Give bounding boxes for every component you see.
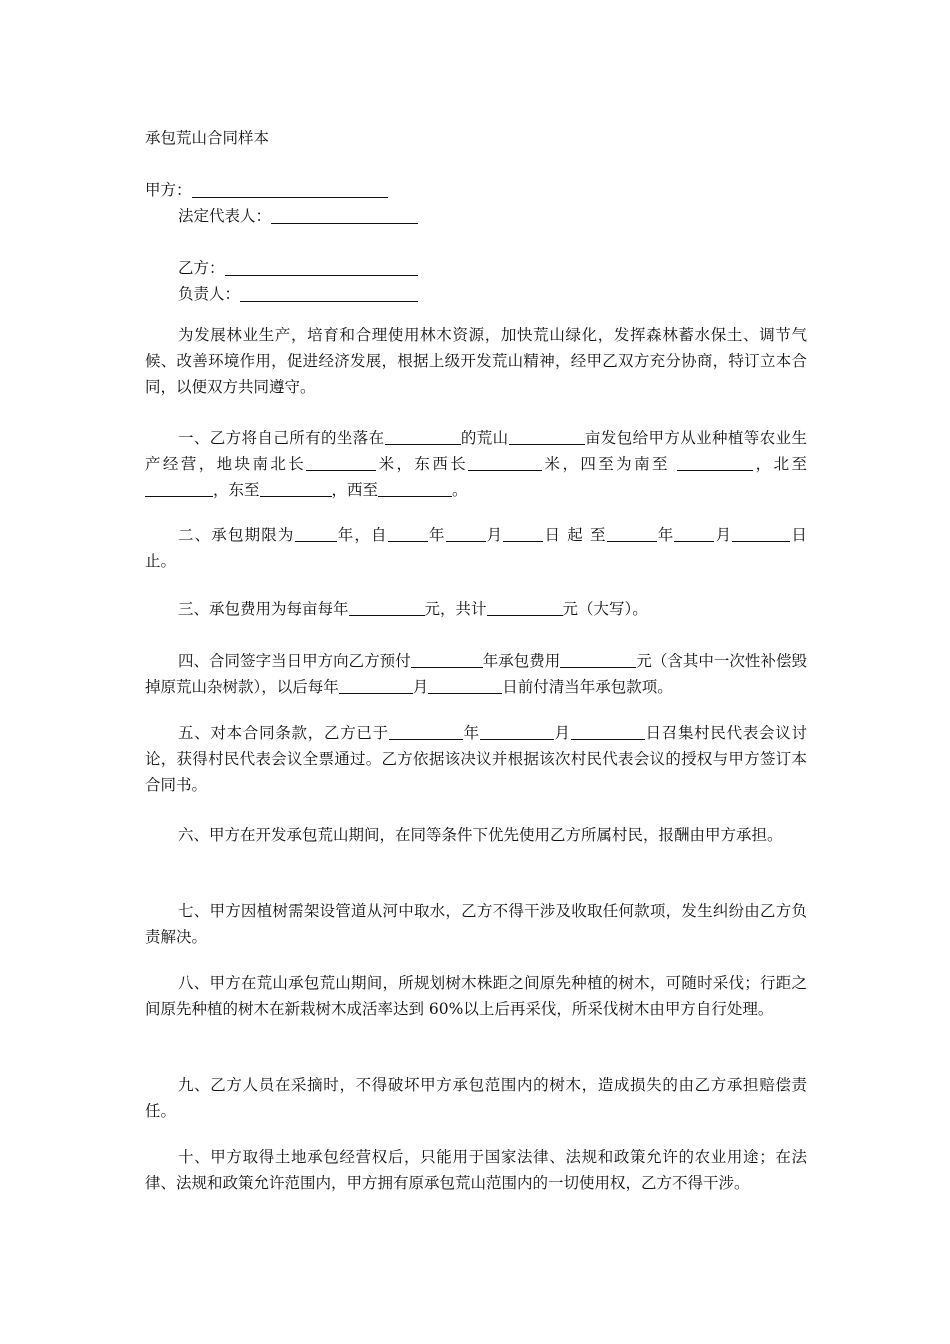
pay-day-blank[interactable] (428, 678, 502, 694)
responsible-line (178, 282, 418, 304)
clause-2-text: 月 (714, 526, 733, 544)
clause-2-text: 二、承包期限为 (178, 526, 295, 544)
clause-1-text: 。 (452, 481, 468, 499)
south-boundary-blank[interactable] (677, 455, 753, 471)
meeting-year-blank[interactable] (389, 724, 463, 740)
intro-paragraph (145, 322, 807, 400)
location-blank[interactable] (385, 429, 461, 445)
clause-1 (145, 425, 807, 503)
clause-2-text: 月 (485, 526, 504, 544)
east-boundary-blank[interactable] (260, 481, 332, 497)
party-b-line (178, 256, 418, 278)
start-year-blank[interactable] (388, 526, 428, 542)
legal-rep-label: 法定代表人： (178, 207, 272, 225)
pay-month-blank[interactable] (339, 678, 413, 694)
clause-1-text: 一、乙方将自己所有的坐落在 (178, 429, 385, 447)
clause-7 (145, 898, 807, 950)
area-blank[interactable] (509, 429, 585, 445)
clause-2 (145, 522, 807, 574)
end-month-blank[interactable] (674, 526, 714, 542)
party-b-label: 乙方： (178, 259, 225, 277)
clause-4-text: 年承包费用 (482, 652, 561, 670)
party-a-line (145, 178, 388, 200)
clause-4-text: 四、合同签字当日甲方向乙方预付 (178, 652, 411, 670)
clause-3-text: 元，共计 (424, 600, 487, 618)
clause-5-text: 日召集村民代表会议讨论，获得村民代表会议全票通过。乙方依据该决议并根据该次村民代表会议的授权与甲方签订本合同书。 (145, 724, 807, 794)
meeting-day-blank[interactable] (571, 724, 645, 740)
term-years-blank[interactable] (295, 526, 337, 542)
clause-8 (145, 970, 807, 1022)
clause-2-text: 年，自 (336, 526, 388, 544)
clause-5-text: 年 (462, 724, 480, 742)
clause-2-text: 日止。 (145, 526, 807, 570)
start-month-blank[interactable] (446, 526, 486, 542)
clause-1-text: ，东至 (213, 481, 260, 499)
clause-2-text: 日 起 至 (543, 526, 607, 544)
west-boundary-blank[interactable] (378, 481, 452, 497)
party-a-label: 甲方： (145, 181, 192, 199)
legal-rep-line (178, 204, 418, 226)
clause-5-text: 五、对本合同条款，乙方已于 (178, 724, 389, 742)
end-year-blank[interactable] (607, 526, 657, 542)
responsible-blank[interactable] (240, 285, 418, 302)
end-day-blank[interactable] (732, 526, 790, 542)
clause-1-text: 的荒山 (460, 429, 509, 447)
start-day-blank[interactable] (503, 526, 543, 542)
clause-1-text: ，西至 (331, 481, 379, 499)
clause-6 (145, 822, 807, 848)
clause-1-text: 米，东西长 (376, 455, 469, 473)
clause-4-text: 日前付清当年承包款项。 (502, 678, 673, 696)
clause-5 (145, 720, 807, 798)
clause-9-text: 九、乙方人员在采摘时，不得破坏甲方承包范围内的树木，造成损失的由乙方承担赔偿责任。 (145, 1076, 807, 1120)
clause-3-text: 元（大写）。 (562, 600, 648, 618)
intro-text: 为发展林业生产，培育和合理使用林木资源，加快荒山绿化，发挥森林蓄水保土、调节气候、改善环境作用，促进经济发展，根据上级开发荒山精神，经甲乙双方充分协商，特订立本合同，以便双方共同遵守。 (145, 326, 807, 396)
prepay-years-blank[interactable] (411, 652, 483, 668)
clause-8-text: 八、甲方在荒山承包荒山期间，所规划树木株距之间原先种植的树木，可随时采伐；行距之间原先种植的树木在新栽树木成活率达到 60%以上后再采伐，所采伐树木由甲方自行处理。 (145, 974, 807, 1018)
clause-3-text: 三、承包费用为每亩每年 (178, 600, 349, 618)
party-b-blank[interactable] (225, 259, 418, 276)
ns-length-blank[interactable] (306, 455, 376, 471)
clause-1-text: ，北至 (753, 455, 807, 473)
clause-1-text: 米，四至为南至 (542, 455, 678, 473)
clause-10-text: 十、甲方取得土地承包经营权后，只能用于国家法律、法规和政策允许的农业用途；在法律、法规和政策允许范围内，甲方拥有原承包荒山范围内的一切使用权，乙方不得干涉。 (145, 1148, 807, 1192)
fee-per-mu-blank[interactable] (349, 600, 425, 616)
clause-4-text: 元（含其中一次性补偿毁掉原荒山杂树款），以后每年 (145, 652, 807, 696)
clause-7-text: 七、甲方因植树需架设管道从河中取水，乙方不得干涉及收取任何款项，发生纠纷由乙方负责解决。 (145, 902, 807, 946)
clause-4-text: 月 (412, 678, 429, 696)
north-boundary-blank[interactable] (145, 481, 213, 497)
clause-5-text: 月 (553, 724, 571, 742)
meeting-month-blank[interactable] (480, 724, 554, 740)
ew-length-blank[interactable] (468, 455, 542, 471)
clause-1-text: 亩发包给甲方从业种植等农业生产经营，地块南北长 (145, 429, 807, 473)
clause-2-text: 年 (427, 526, 446, 544)
party-a-blank[interactable] (192, 181, 388, 198)
clause-2-text: 年 (656, 526, 675, 544)
clause-6-text: 六、甲方在开发承包荒山期间，在同等条件下优先使用乙方所属村民，报酬由甲方承担。 (178, 826, 783, 844)
clause-10 (145, 1144, 807, 1196)
total-fee-blank[interactable] (487, 600, 563, 616)
clause-9 (145, 1072, 807, 1124)
document-title: 承包荒山合同样本 (145, 129, 270, 147)
prepay-amount-blank[interactable] (560, 652, 636, 668)
clause-4 (145, 648, 807, 700)
legal-rep-blank[interactable] (271, 207, 418, 224)
responsible-label: 负责人： (178, 285, 241, 303)
clause-3 (145, 596, 807, 622)
